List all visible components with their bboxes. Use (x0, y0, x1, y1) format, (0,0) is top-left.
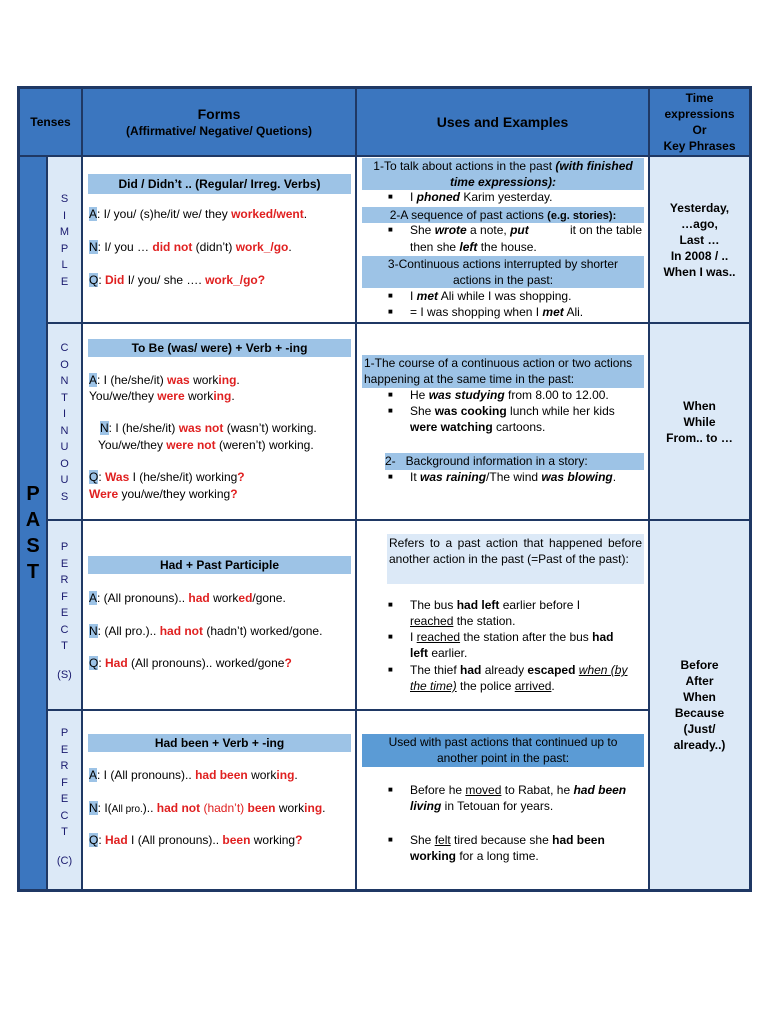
past-letter: A (25, 509, 41, 531)
form-aux: Were (89, 487, 119, 501)
example-text: It (410, 470, 421, 484)
form-aux: were (157, 389, 185, 403)
form-qmark: ? (230, 487, 238, 501)
example-verb: had left (456, 598, 500, 612)
example (410, 223, 642, 237)
header-time-line: Or (692, 123, 707, 137)
affirmative-marker: A (89, 591, 98, 605)
form-text: (All pronouns).. worked/gone (127, 656, 285, 670)
time-phrase: …ago, (681, 216, 718, 231)
form-aux: Was (105, 470, 130, 484)
time-phrase: Last … (679, 232, 720, 247)
form-affirmative (89, 768, 298, 782)
header-time-line: Key Phrases (663, 139, 736, 153)
example-verb: was blowing (541, 470, 613, 484)
forms-cell-perfect-simple (82, 520, 356, 710)
form-text: work (184, 389, 214, 403)
form-text: I (All pronouns).. (127, 833, 223, 847)
question-marker: Q (89, 470, 99, 484)
label-letter: S (60, 193, 69, 205)
header-forms-title: Forms (197, 106, 241, 122)
example (410, 663, 627, 677)
label-perfect-simple (47, 520, 82, 710)
example-text: Before he (410, 783, 466, 797)
header-forms-subtitle: (Affirmative/ Negative/ Quetions) (125, 124, 313, 138)
form-text: (wasn’t) working. (223, 421, 317, 435)
label-letter: C (60, 623, 69, 636)
example-continuation (410, 679, 555, 693)
negative-marker: N (100, 421, 109, 435)
form-aux: were not (166, 438, 216, 452)
example-text: Ali. (563, 305, 584, 319)
form-text: : I (he/she/it) (97, 373, 168, 387)
label-letter: P (60, 541, 69, 553)
use-bar (362, 158, 644, 190)
affirmative-marker: A (89, 373, 98, 387)
affirmative-marker: A (89, 207, 98, 221)
example (410, 783, 626, 797)
example-text: = I was shopping when I (410, 305, 543, 319)
example-verb: was cooking (434, 404, 507, 418)
question-marker: Q (89, 656, 99, 670)
time-phrase: (Just/ (683, 722, 716, 736)
label-letter: E (60, 275, 69, 288)
form-question (89, 470, 245, 484)
example-verb: put (510, 223, 529, 237)
example-time: when (by (578, 663, 628, 677)
header-uses-label: Uses and Examples (436, 114, 569, 130)
past-letter: P (26, 483, 40, 505)
example-text: Ali while I was shopping. (438, 289, 572, 303)
example-continuation (410, 849, 539, 863)
example-text: the station. (453, 614, 516, 628)
example-text: The bus (410, 598, 457, 612)
example-text: to Rabat, he (501, 783, 574, 797)
form-verb: worked/went (231, 207, 304, 221)
form-aux: been (222, 833, 251, 847)
form-text: (didn’t) (192, 240, 236, 254)
form-bar-perfect-simple: Had + Past Participle (88, 556, 351, 574)
form-negative (100, 421, 317, 435)
example-text: I (410, 289, 417, 303)
form-text: . (322, 801, 326, 815)
form-aux: had (188, 591, 210, 605)
example-text: lunch while her kids (506, 404, 615, 418)
form-aux: (hadn’t) (200, 801, 248, 815)
label-letter: E (60, 607, 69, 619)
example-verb: were watching (410, 420, 493, 434)
example-text: . (551, 679, 555, 693)
time-phrase: already..) (673, 738, 726, 752)
form-aux: had not (156, 801, 201, 815)
label-letter: L (61, 259, 68, 271)
example (410, 833, 605, 847)
example (410, 470, 616, 484)
past-label (20, 481, 46, 585)
form-text: work (247, 768, 277, 782)
form-text: : (All pronouns).. (97, 591, 189, 605)
example-verb: arrived (514, 679, 552, 693)
example (410, 630, 613, 644)
use-text: Background information in a story: (405, 454, 588, 468)
example-text: She (410, 833, 435, 847)
example-text: already (481, 663, 528, 677)
example-text: a note, (466, 223, 511, 237)
form-affirmative (89, 207, 307, 221)
question-marker: Q (89, 273, 99, 287)
header-uses (356, 88, 649, 156)
form-text: . (231, 389, 235, 403)
example-text: for a long time. (456, 849, 539, 863)
label-letter: C (60, 809, 69, 822)
label-suffix: (C) (56, 854, 73, 867)
example-continuation (410, 646, 467, 660)
use-text: (with finished time expressions): (449, 159, 633, 189)
label-letter: S (60, 490, 69, 503)
example-text: The thief (410, 663, 461, 677)
label-suffix: (S) (57, 668, 72, 681)
label-letter: C (60, 342, 69, 354)
example-verb: phoned (416, 190, 460, 204)
form-text: : (98, 470, 106, 484)
form-question (89, 273, 265, 287)
example-verb: had been (552, 833, 605, 847)
form-aux: was (167, 373, 190, 387)
form-text: : I/ you/ (s)he/it/ we/ they (97, 207, 232, 221)
example-text: . (612, 470, 617, 484)
form-bar-continuous: To Be (was/ were) + Verb + -ing (88, 339, 351, 357)
header-time-line: Time (685, 91, 714, 105)
example-text: the police (456, 679, 515, 693)
example (410, 388, 609, 402)
label-continuous (47, 323, 82, 520)
label-letter: E (60, 743, 69, 756)
time-cell-simple (649, 156, 750, 323)
example (410, 305, 583, 319)
label-letter: R (60, 760, 69, 772)
time-phrase: Yesterday, (669, 200, 730, 215)
form-verb: work_/go? (205, 273, 266, 287)
form-negative (89, 801, 326, 815)
label-perfect-continuous (47, 710, 82, 890)
example-text: Karim yesterday. (460, 190, 553, 204)
label-letter: O (60, 457, 69, 470)
form-affirmative (89, 591, 286, 605)
form-negative (89, 624, 322, 638)
example-verb: living (410, 799, 442, 813)
form-text: : I (All pronouns).. (97, 768, 196, 782)
form-text: : I( (97, 801, 112, 815)
form-text: working (250, 833, 296, 847)
label-letter: O (60, 358, 69, 371)
form-text: . (294, 768, 298, 782)
example-continuation (410, 240, 537, 254)
time-phrase: When (683, 398, 716, 413)
form-aux: did not (152, 240, 193, 254)
label-letter: F (61, 590, 68, 603)
example-verb: was studying (428, 388, 505, 402)
time-phrase: When I was.. (663, 264, 736, 279)
use-bar: 3-Continuous actions interrupted by shorter actions in the past: (362, 256, 644, 288)
use-bar: 1-The course of a continuous action or two actions happening at the same time in the past: (362, 355, 644, 388)
example-verb: escaped (527, 663, 576, 677)
time-phrase: After (685, 674, 714, 688)
time-phrase: In 2008 / .. (670, 248, 729, 263)
label-letter: I (62, 408, 67, 420)
form-text: : (All pro.).. (97, 624, 160, 638)
example-text: /The wind (486, 470, 542, 484)
form-text: : (98, 656, 106, 670)
example-text: it on the table (569, 223, 642, 237)
time-phrase: When (683, 690, 716, 704)
label-letter: E (60, 557, 69, 570)
form-suffix: ing (276, 768, 295, 782)
example (410, 289, 571, 303)
example-text: earlier before I (499, 598, 581, 612)
example-verb: left (459, 240, 478, 254)
form-aux: was not (178, 421, 224, 435)
form-text: . (236, 373, 240, 387)
form-text: : (98, 833, 106, 847)
form-affirmative (89, 373, 240, 387)
example-verb: felt (434, 833, 451, 847)
time-phrase: While (683, 414, 716, 429)
header-time-line: expressions (664, 107, 735, 121)
example-text: cartoons. (492, 420, 546, 434)
form-aux: had been (195, 768, 248, 782)
example-verb: had (460, 663, 482, 677)
form-negative (98, 438, 314, 452)
example-verb: left (410, 646, 428, 660)
form-text: work (209, 591, 239, 605)
negative-marker: N (89, 624, 98, 638)
use-text: 1-To talk about actions in the past (373, 159, 556, 173)
label-letter: T (61, 640, 68, 652)
time-cell-continuous (649, 323, 750, 520)
form-aux: Had (105, 833, 128, 847)
label-letter: P (60, 242, 69, 255)
label-letter: E (60, 793, 69, 805)
example (410, 598, 580, 612)
example-verb: working (410, 849, 457, 863)
form-text: You/we/they (98, 438, 167, 452)
use-number: 2- (385, 454, 396, 468)
example-text: He (410, 388, 429, 402)
use-text: (e.g. stories): (547, 210, 617, 222)
example-verb: had been (573, 783, 627, 797)
label-letter: M (59, 226, 70, 238)
header-tenses-label: Tenses (30, 115, 71, 129)
form-text: You/we/they (89, 389, 158, 403)
time-cell-perfect (649, 520, 750, 890)
form-bar-perfect-continuous: Had been + Verb + -ing (88, 734, 351, 752)
example-verb: met (416, 289, 439, 303)
form-text: : (98, 273, 106, 287)
form-text: I/ you/ she …. (124, 273, 206, 287)
form-verb: work_/go (235, 240, 289, 254)
example-text: in Tetouan for years. (441, 799, 554, 813)
example-text: then she (410, 240, 460, 254)
example-time: the time) (410, 679, 457, 693)
header-forms (82, 88, 356, 156)
example-verb: met (542, 305, 564, 319)
label-letter: N (60, 424, 69, 437)
form-suffix: ing (213, 389, 232, 403)
use-bar (362, 207, 644, 223)
form-text: . (303, 207, 308, 221)
affirmative-marker: A (89, 768, 98, 782)
form-text: ).. (142, 801, 157, 815)
label-letter: U (60, 441, 69, 453)
example-continuation (410, 614, 515, 628)
form-affirmative (89, 389, 235, 403)
time-phrase: From.. to … (666, 430, 733, 445)
label-letter: N (60, 375, 69, 387)
example (410, 190, 552, 204)
form-qmark: ? (295, 833, 303, 847)
negative-marker: N (89, 240, 98, 254)
label-letter: T (61, 391, 68, 404)
form-text: work (275, 801, 305, 815)
label-simple (47, 156, 82, 323)
example-text: from 8.00 to 12.00. (504, 388, 609, 402)
form-text: : I (he/she/it) (108, 421, 179, 435)
example-verb: reached (416, 630, 461, 644)
example (410, 404, 615, 418)
example-continuation (410, 420, 545, 434)
form-text: you/we/they working (118, 487, 231, 501)
form-text: . (288, 240, 292, 254)
form-aux: Did (105, 273, 125, 287)
label-letter: U (60, 474, 69, 486)
form-question (89, 487, 238, 501)
form-aux: had not (159, 624, 204, 638)
use-bar: Refers to a past action that happened before another action in the past (=Past of the past): (387, 534, 644, 584)
header-time (649, 88, 750, 156)
form-text: (weren’t) working. (215, 438, 314, 452)
example-verb: had (592, 630, 614, 644)
example-verb: moved (465, 783, 502, 797)
form-text: : I/ you … (97, 240, 153, 254)
label-letter: I (62, 209, 67, 222)
label-letter: F (61, 776, 68, 789)
form-suffix: ing (304, 801, 323, 815)
question-marker: Q (89, 833, 99, 847)
label-letter: T (61, 826, 68, 838)
form-aux: been (247, 801, 276, 815)
example-text: earlier. (428, 646, 468, 660)
past-letter: T (26, 561, 40, 583)
form-qmark: ? (284, 656, 292, 670)
label-letter: R (60, 574, 69, 586)
example-verb: reached (410, 614, 454, 628)
time-phrase: Before (680, 658, 719, 672)
form-bar-simple: Did / Didn’t .. (Regular/ Irreg. Verbs) (88, 174, 351, 194)
form-suffix: ed (238, 591, 253, 605)
label-letter: P (60, 727, 69, 739)
form-text: All pro. (111, 804, 143, 815)
example-text: the house. (477, 240, 537, 254)
form-question (89, 656, 292, 670)
form-question (89, 833, 302, 847)
time-phrase: Because (674, 706, 725, 720)
form-text: (hadn’t) worked/gone. (203, 624, 323, 638)
negative-marker: N (89, 801, 98, 815)
form-text: I (he/she/it) working (129, 470, 238, 484)
use-bar (385, 453, 644, 470)
example-verb: was raining (420, 470, 487, 484)
use-text: 2-A sequence of past actions (389, 208, 548, 222)
example-text: She (410, 404, 435, 418)
form-suffix: ing (218, 373, 237, 387)
example-continuation (410, 799, 553, 813)
example-text: She (410, 223, 435, 237)
form-text: /gone. (252, 591, 286, 605)
example-text: tired because she (450, 833, 553, 847)
example-verb: wrote (434, 223, 467, 237)
form-qmark: ? (237, 470, 245, 484)
use-bar: Used with past actions that continued up to another point in the past: (362, 734, 644, 767)
example-text: I (410, 190, 417, 204)
form-aux: Had (105, 656, 128, 670)
example-text: the station after the bus (460, 630, 593, 644)
form-negative (89, 240, 292, 254)
form-text: work (189, 373, 219, 387)
header-tenses (19, 88, 82, 156)
past-letter: S (26, 535, 40, 557)
past-column (19, 156, 47, 890)
example-text: I (410, 630, 417, 644)
